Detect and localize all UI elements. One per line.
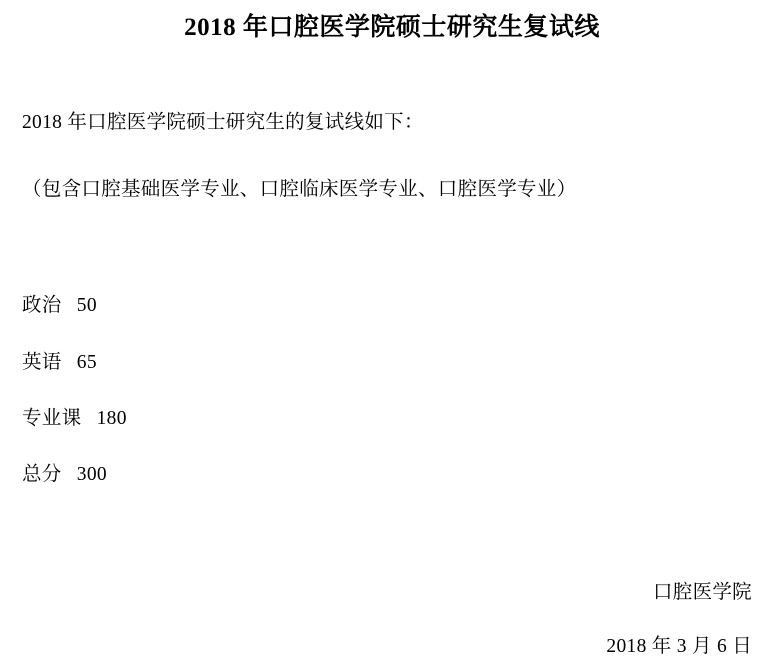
score-row	[22, 460, 784, 490]
score-value: 65	[76, 351, 97, 373]
score-label: 政治	[22, 295, 62, 317]
score-label: 总分	[22, 464, 62, 486]
intro-paragraph: 2018 年口腔医学院硕士研究生的复试线如下：	[22, 112, 424, 133]
document-page	[0, 10, 784, 672]
score-label: 英语	[22, 351, 62, 373]
score-value: 50	[76, 295, 97, 317]
score-value: 180	[96, 407, 127, 429]
signature-line: 口腔医学院	[652, 582, 752, 603]
page-title: 2018 年口腔医学院硕士研究生复试线	[184, 14, 600, 41]
score-list	[0, 291, 784, 490]
scope-paragraph: （包含口腔基础医学专业、口腔临床医学专业、口腔医学专业）	[22, 179, 577, 201]
score-value: 300	[76, 464, 107, 486]
score-row	[22, 291, 784, 321]
date-line: 2018 年 3 月 6 日	[606, 636, 752, 657]
score-row	[22, 404, 784, 434]
score-row	[22, 348, 784, 378]
document-body	[0, 107, 784, 205]
score-label: 专业课	[22, 407, 82, 429]
